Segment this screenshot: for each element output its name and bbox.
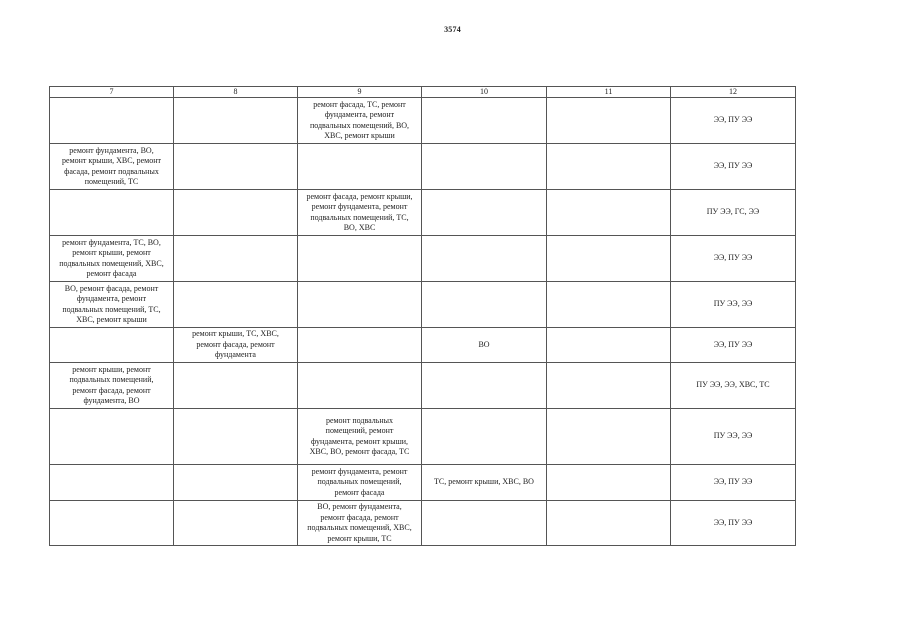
table-cell	[50, 328, 174, 363]
table-cell	[547, 190, 671, 236]
column-header-12: 12	[671, 87, 796, 98]
table-cell	[547, 465, 671, 501]
table-cell	[50, 363, 174, 409]
table-cell	[547, 144, 671, 190]
table-row	[50, 328, 796, 363]
table-cell	[50, 236, 174, 282]
table-cell	[422, 409, 547, 465]
cell-text: ремонт фасада, ТС, ремонт фундамента, ремонт подвальных помещений, ВО, ХВС, ремонт крыши	[309, 99, 410, 140]
table-cell	[671, 190, 796, 236]
cell-text: ремонт фундамента, ремонт подвальных помещений, ремонт фасада	[311, 466, 408, 497]
table-cell	[547, 363, 671, 409]
table-cell	[174, 190, 298, 236]
table-cell	[422, 236, 547, 282]
table-cell	[50, 282, 174, 328]
table-cell	[298, 236, 422, 282]
table-cell	[671, 328, 796, 363]
table-row	[50, 282, 796, 328]
cell-text: ВО, ремонт фасада, ремонт фундамента, ремонт подвальных помещений, ТС, ХВС, ремонт крыши	[62, 283, 161, 324]
table-cell	[298, 328, 422, 363]
data-table	[49, 86, 796, 546]
table-cell	[298, 98, 422, 144]
table-cell	[50, 190, 174, 236]
table-cell	[298, 465, 422, 501]
cell-text: ПУ ЭЭ, ЭЭ, ХВС, ТС	[696, 380, 770, 390]
cell-text: ЭЭ, ПУ ЭЭ	[713, 253, 753, 263]
table-body	[50, 98, 796, 546]
table-cell	[174, 363, 298, 409]
table-cell	[174, 282, 298, 328]
table-row	[50, 501, 796, 546]
table-cell	[671, 282, 796, 328]
table-cell	[298, 409, 422, 465]
column-header-7: 7	[50, 87, 174, 98]
table-cell	[547, 501, 671, 546]
table-cell	[671, 465, 796, 501]
table-cell	[422, 98, 547, 144]
table-cell	[298, 144, 422, 190]
table-row	[50, 465, 796, 501]
table-cell	[422, 465, 547, 501]
table-cell	[298, 363, 422, 409]
table-cell	[547, 328, 671, 363]
table-row	[50, 236, 796, 282]
table-cell	[298, 190, 422, 236]
table-cell	[50, 144, 174, 190]
header-row	[50, 87, 796, 98]
table-cell	[174, 98, 298, 144]
table-cell	[547, 282, 671, 328]
cell-text: ремонт фасада, ремонт крыши, ремонт фундамента, ремонт подвальных помещений, ТС, ВО, ХВС	[306, 191, 413, 232]
table-cell	[422, 501, 547, 546]
table-row	[50, 98, 796, 144]
page-number: 3574	[444, 25, 461, 34]
cell-text: ПУ ЭЭ, ЭЭ	[713, 431, 753, 441]
cell-text: ПУ ЭЭ, ЭЭ	[713, 299, 753, 309]
table-cell	[50, 98, 174, 144]
table-cell	[422, 144, 547, 190]
cell-text: ремонт фундамента, ВО, ремонт крыши, ХВС, ремонт фасада, ремонт подвальных помещений, ТС	[62, 145, 161, 186]
column-header-11: 11	[547, 87, 671, 98]
table-cell	[547, 98, 671, 144]
cell-text: ПУ ЭЭ, ГС, ЭЭ	[706, 207, 760, 217]
table-cell	[671, 98, 796, 144]
table-cell	[671, 409, 796, 465]
cell-text: ЭЭ, ПУ ЭЭ	[713, 115, 753, 125]
table-cell	[547, 236, 671, 282]
cell-text: ремонт крыши, ТС, ХВС, ремонт фасада, ремонт фундамента	[192, 329, 279, 360]
cell-text: ТС, ремонт крыши, ХВС, ВО	[434, 477, 534, 487]
table-cell	[422, 282, 547, 328]
table-row	[50, 409, 796, 465]
table-cell	[671, 363, 796, 409]
table-cell	[174, 409, 298, 465]
table-header	[50, 87, 796, 98]
cell-text: ремонт фундамента, ТС, ВО, ремонт крыши, ремонт подвальных помещений, ХВС, ремонт фасада	[59, 237, 164, 278]
cell-text: ЭЭ, ПУ ЭЭ	[713, 161, 753, 171]
table-cell	[671, 144, 796, 190]
column-header-9: 9	[298, 87, 422, 98]
cell-text: ремонт крыши, ремонт подвальных помещений, ремонт фасада, ремонт фундамента, ВО	[69, 364, 154, 405]
cell-text: ВО, ремонт фундамента, ремонт фасада, ремонт подвальных помещений, ХВС, ремонт крыши, ТС	[307, 502, 412, 543]
table-cell	[174, 144, 298, 190]
table-cell	[50, 501, 174, 546]
table-cell	[174, 328, 298, 363]
table-cell	[671, 236, 796, 282]
cell-text: ЭЭ, ПУ ЭЭ	[713, 477, 753, 487]
table-row	[50, 144, 796, 190]
table-cell	[298, 501, 422, 546]
cell-text: ЭЭ, ПУ ЭЭ	[713, 517, 753, 527]
table-cell	[422, 363, 547, 409]
table-cell	[422, 328, 547, 363]
table-row	[50, 363, 796, 409]
table-cell	[422, 190, 547, 236]
cell-text: ВО	[478, 339, 490, 349]
table-cell	[174, 465, 298, 501]
cell-text: ремонт подвальных помещений, ремонт фундамента, ремонт крыши, ХВС, ВО, ремонт фасада, ТС	[309, 415, 410, 456]
column-header-8: 8	[174, 87, 298, 98]
table-cell	[671, 501, 796, 546]
cell-text: ЭЭ, ПУ ЭЭ	[713, 339, 753, 349]
table-cell	[174, 236, 298, 282]
table-cell	[50, 465, 174, 501]
column-header-10: 10	[422, 87, 547, 98]
table-row	[50, 190, 796, 236]
table-cell	[174, 501, 298, 546]
table-cell	[298, 282, 422, 328]
table-cell	[547, 409, 671, 465]
table-cell	[50, 409, 174, 465]
